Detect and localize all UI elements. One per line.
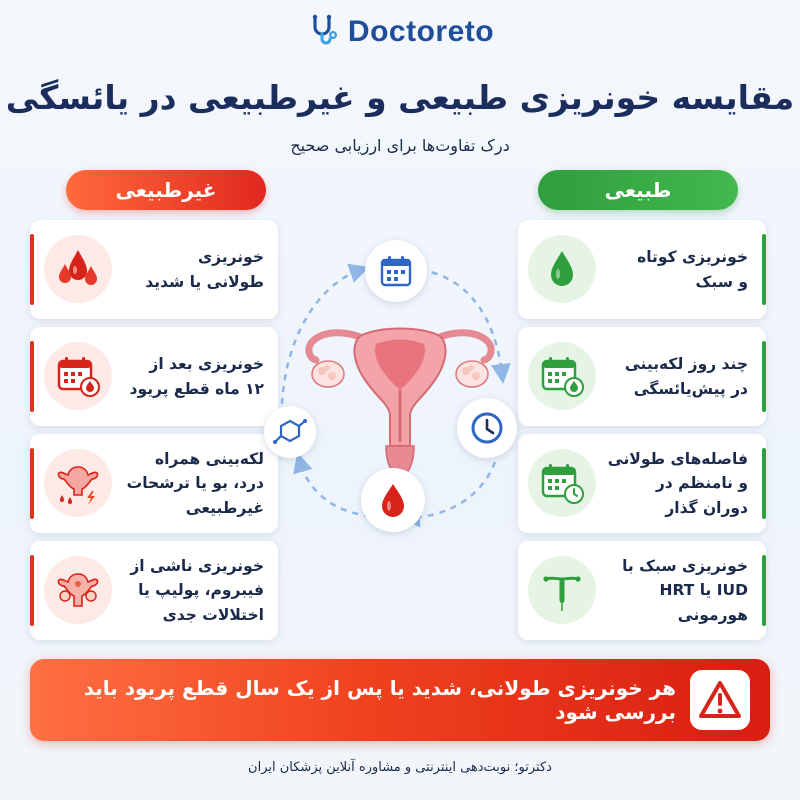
card-text-line: خونریزی کوتاه <box>637 248 748 267</box>
card-text-line: خونریزی بعد از <box>149 355 264 374</box>
card-accent-bar <box>30 555 34 626</box>
stethoscope-icon <box>306 13 340 51</box>
uterus-icon <box>300 318 500 478</box>
iud-icon <box>528 556 596 624</box>
card-accent-bar <box>30 341 34 412</box>
normal-card-1 <box>518 220 766 319</box>
card-text-line: IUD یا HRT <box>659 581 748 600</box>
hormone-molecule-icon <box>264 406 316 458</box>
card-text-line: خونریزی ناشی از <box>130 557 264 576</box>
calendar-icon <box>365 240 427 302</box>
normal-card-3 <box>518 434 766 533</box>
card-accent-bar <box>762 234 766 305</box>
card-text-line: غیرطبیعی <box>185 498 264 517</box>
card-text-line: لکه‌بینی همراه <box>154 450 264 469</box>
abnormal-card-2 <box>30 327 278 426</box>
calendar-drop-icon <box>44 342 112 410</box>
card-accent-bar <box>30 234 34 305</box>
card-text-line: و سبک <box>695 272 748 291</box>
card-text-line: دوران گذار <box>665 498 748 517</box>
brand-logo[interactable] <box>0 12 800 52</box>
abnormal-column-label: غیرطبیعی <box>66 170 266 210</box>
card-text-line: در پیش‌یائسگی <box>633 379 748 398</box>
uterus-fibroid-icon <box>44 556 112 624</box>
blood-drops-icon <box>44 235 112 303</box>
card-text-line: چند روز لکه‌بینی <box>624 355 748 374</box>
card-accent-bar <box>762 448 766 519</box>
card-text-line: اختلالات جدی <box>162 605 264 624</box>
page-subtitle: درک تفاوت‌ها برای ارزیابی صحیح <box>290 136 510 155</box>
card-text-line: هورمونی <box>677 605 748 624</box>
normal-card-2 <box>518 327 766 426</box>
cycle-diagram <box>260 234 540 534</box>
abnormal-card-1 <box>30 220 278 319</box>
uterus-pain-icon <box>44 449 112 517</box>
abnormal-card-3 <box>30 434 278 533</box>
card-accent-bar <box>762 341 766 412</box>
normal-column-label: طبیعی <box>538 170 738 210</box>
card-text-line: درد، بو یا ترشحات <box>126 474 264 493</box>
warning-icon <box>690 670 750 730</box>
card-text-line: ۱۲ ماه قطع پریود <box>129 379 264 398</box>
normal-card-4 <box>518 541 766 640</box>
brand-name: Doctoreto <box>347 15 495 48</box>
warning-banner <box>30 659 770 741</box>
footer-text: دکترتو؛ نوبت‌دهی اینترنتی و مشاوره آنلاین پزشکان ایران <box>248 760 552 775</box>
card-text-line: فاصله‌های طولانی <box>607 450 748 469</box>
card-text-line: خونریزی سبک با <box>622 557 748 576</box>
page-title: مقایسه خونریزی طبیعی و غیرطبیعی در یائسگی <box>5 78 795 117</box>
card-text-line: فیبروم، پولیپ یا <box>138 581 264 600</box>
card-accent-bar <box>30 448 34 519</box>
abnormal-card-4 <box>30 541 278 640</box>
card-text-line: طولانی یا شدید <box>145 272 264 291</box>
blood-drop-icon <box>361 468 425 532</box>
card-accent-bar <box>762 555 766 626</box>
card-text-line: و نامنظم در <box>655 474 748 493</box>
warning-text: هر خونریزی طولانی، شدید یا پس از یک سال قطع پریود باید بررسی شود <box>83 676 676 724</box>
clock-icon <box>457 398 517 458</box>
card-text-line: خونریزی <box>197 248 264 267</box>
